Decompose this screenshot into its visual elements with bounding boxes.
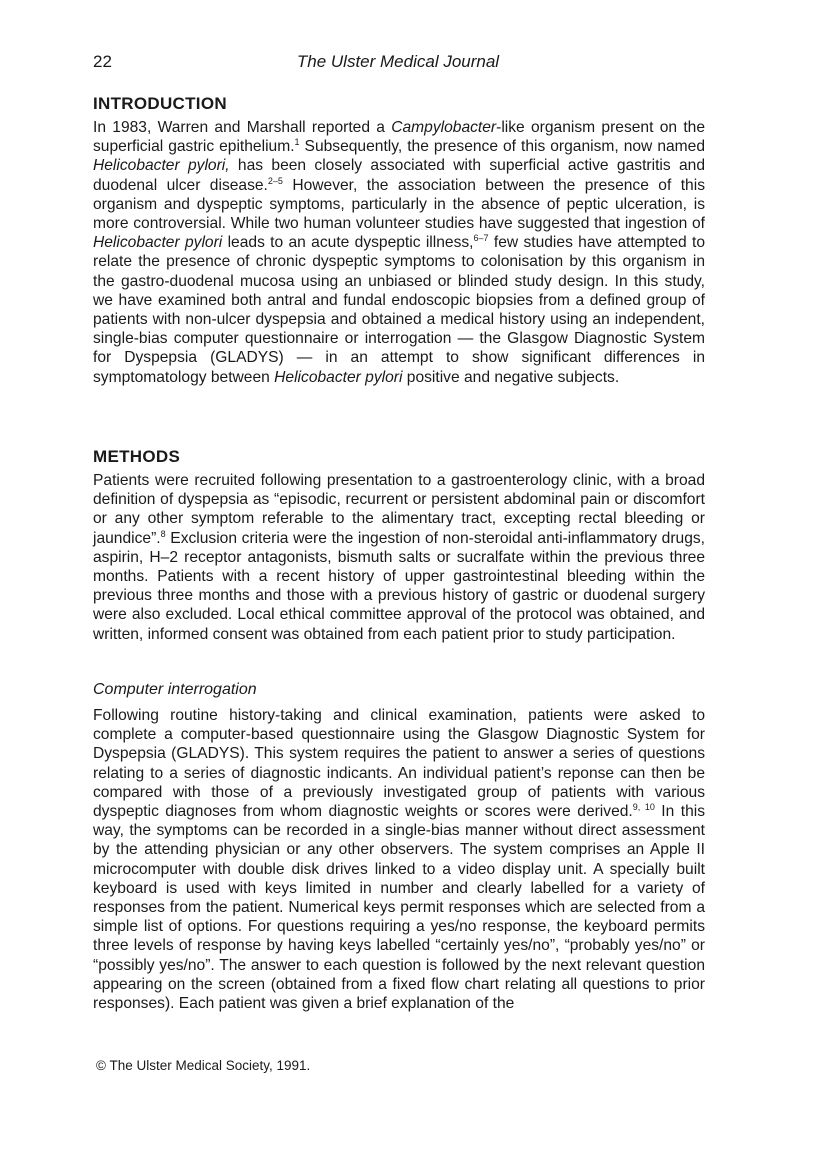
- italic-term: Campylobacter: [391, 119, 497, 136]
- text-run: Exclusion criteria were the ingestion of non-steroidal anti-inflammatory drugs, aspirin, H–2 receptor antagonists, bismuth salts or sucralfate within the previous three months. Patients with a recent history of upper gastrointestinal bleeding within the previous three months and those with a previous history of gastric or duodenal surgery were also excluded. Local ethical committee approval of the protocol was obtained, and written, informed consent was obtained from each patient prior to study participation.: [93, 529, 705, 643]
- text-run: few studies have attempted to relate the presence of chronic dyspeptic symptoms to colonisation by this organism in the gastro-duodenal mucosa using an unbiased or blinded study design. In this study, we have examined both antral and fundal endoscopic biopsies from a defined group of patients with non-ulcer dyspepsia and obtained a medical history using an independent, single-bias computer questionnaire or interrogation — the Glasgow Diagnostic System for Dyspepsia (GLADYS) — in an attempt to show significant differences in symptomatology between: [93, 234, 705, 386]
- text-run: Subsequently, the presence of this organism, now named: [299, 138, 705, 156]
- copyright-footer: © The Ulster Medical Society, 1991.: [96, 1058, 311, 1073]
- computer-interrogation-paragraph: [93, 706, 705, 1013]
- computer-interrogation-heading: Computer interrogation: [93, 681, 257, 698]
- text-run: In this way, the symptoms can be recorded in a single-bias manner without direct assessment by the attending physician or any other observers. The system comprises an Apple II microcomputer with double disk drives linked to a video display unit. A specially built keyboard is used with keys limited in number and clearly labelled for a variety of responses from the patient. Numerical keys permit responses which are selected from a simple list of options. For questions requiring a yes/no response, the keyboard permits three levels of response by having keys labelled “certainly yes/no”, “probably yes/no” or “possibly yes/no”. The answer to each question is followed by the next relevant question appearing on the screen (obtained from a fixed flow chart relating all questions to prior responses). Each patient was given a brief explanation of the: [93, 803, 705, 1013]
- running-head: [93, 52, 703, 74]
- text-run: positive and negative subjects.: [402, 368, 620, 386]
- italic-term: Helicobacter pylori,: [93, 157, 230, 175]
- text-run: leads to an acute dyspeptic illness,: [222, 234, 474, 252]
- introduction-section: [93, 94, 705, 387]
- computer-interrogation-section: [93, 681, 705, 1013]
- introduction-heading: INTRODUCTION: [93, 94, 227, 113]
- text-run: In 1983, Warren and Marshall reported a: [93, 119, 392, 136]
- text-run: Patients were recruited following presentation to a gastroenterology clinic, with a broad definition of dyspepsia as “episodic, recurrent or persistent abdominal pain or discomfort or any other symptom referable to the alimentary tract, excepting rectal bleeding or jaundice”.: [93, 472, 705, 547]
- reference-superscript: 6–7: [473, 233, 489, 244]
- text-run: However, the association between the presence of this organism and dyspeptic symptoms, particularly in the absence of peptic ulceration, is more controversial. While two human volunteer studies have suggested that ingestion of: [93, 176, 705, 233]
- reference-superscript: 2–5: [267, 175, 283, 186]
- methods-paragraph: [93, 471, 705, 644]
- page-number: 22: [93, 52, 112, 71]
- reference-superscript: 9, 10: [632, 801, 655, 812]
- text-run: -like organism present on the superficial gastric epithelium.: [93, 119, 706, 156]
- methods-heading: METHODS: [93, 447, 181, 466]
- reference-superscript: 1: [294, 137, 300, 148]
- text-run: Following routine history-taking and clinical examination, patients were asked to complete a computer-based questionnaire using the Glasgow Diagnostic System for Dyspepsia (GLADYS). This system requires the patient to answer a series of questions relating to a series of diagnostic indicants. An individual patient’s reponse can then be compared with those of a previously investigated group of patients with various dyspeptic diagnoses from whom diagnostic weights or scores were derived.: [93, 707, 705, 821]
- introduction-paragraph: [93, 118, 705, 387]
- journal-title: The Ulster Medical Journal: [296, 52, 500, 71]
- methods-section: [93, 447, 705, 644]
- italic-term: Helicobacter pylori: [93, 234, 223, 252]
- italic-term: Helicobacter pylori: [274, 368, 403, 386]
- text-run: has been closely associated with superficial active gastritis and duodenal ulcer disease.: [93, 157, 706, 194]
- reference-superscript: 8: [160, 528, 166, 539]
